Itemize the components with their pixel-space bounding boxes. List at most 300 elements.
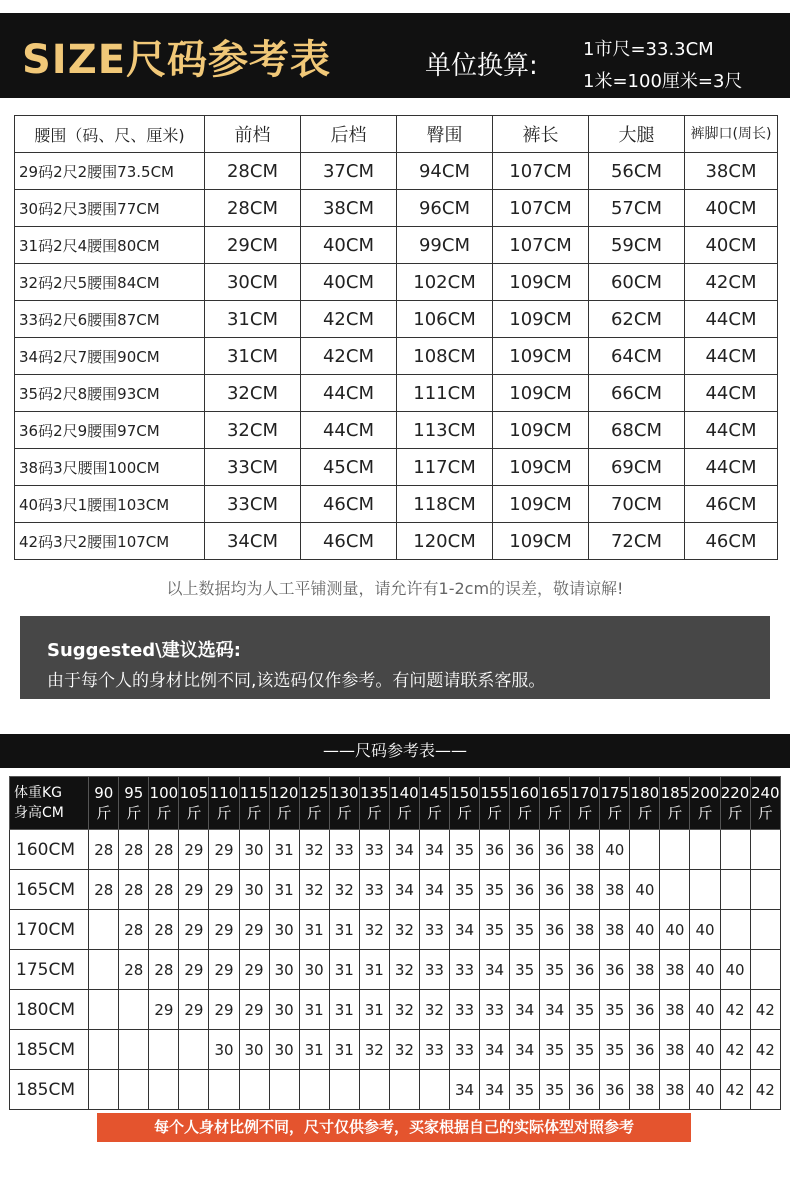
size-cell: 31 (329, 990, 359, 1030)
table-row (15, 338, 778, 375)
measurement-cell: 109CM (493, 338, 589, 375)
size-cell: 33 (449, 990, 479, 1030)
measurement-cell: 69CM (589, 449, 685, 486)
weight-value: 180 (630, 784, 660, 802)
size-cell: 33 (449, 950, 479, 990)
size-cell: 35 (570, 990, 600, 1030)
size-cell (209, 1070, 239, 1110)
weight-unit: 斤 (96, 804, 112, 822)
weight-header-cell (510, 777, 540, 830)
size-cell: 36 (540, 830, 570, 870)
size-cell: 32 (299, 830, 329, 870)
unit-conversion-label: 单位换算: (425, 51, 538, 81)
size-cell: 28 (149, 830, 179, 870)
size-cell (89, 1030, 119, 1070)
weight-value: 185 (660, 784, 690, 802)
weight-header-cell (660, 777, 690, 830)
size-cell: 36 (570, 1070, 600, 1110)
measurement-cell: 44CM (685, 375, 778, 412)
measurement-cell: 31CM (205, 301, 301, 338)
weight-unit: 斤 (757, 804, 773, 822)
size-cell: 32 (389, 950, 419, 990)
size-cell: 33 (359, 870, 389, 910)
weight-value: 135 (359, 784, 389, 802)
measurement-cell: 70CM (589, 486, 685, 523)
size-cell: 31 (269, 870, 299, 910)
height-cell: 180CM (10, 990, 89, 1030)
size-cell: 34 (449, 1070, 479, 1110)
column-header-thigh: 大腿 (589, 116, 685, 153)
size-cell (89, 950, 119, 990)
header-banner (0, 13, 790, 98)
height-cell: 170CM (10, 910, 89, 950)
weight-value: 110 (209, 784, 239, 802)
reference-row (10, 1030, 781, 1070)
measurement-cell: 33CM (205, 486, 301, 523)
size-cell (690, 870, 720, 910)
measurement-cell: 40CM (301, 227, 397, 264)
weight-unit: 斤 (426, 804, 442, 822)
size-cell: 28 (89, 870, 119, 910)
size-cell (630, 830, 660, 870)
size-cell: 38 (570, 830, 600, 870)
measurement-cell: 34CM (205, 523, 301, 560)
measurement-cell: 108CM (397, 338, 493, 375)
size-cell: 36 (600, 1070, 630, 1110)
size-cell: 38 (660, 1030, 690, 1070)
measurement-cell: 44CM (301, 412, 397, 449)
weight-value: 95 (124, 784, 144, 802)
size-cell: 34 (419, 870, 449, 910)
size-cell: 40 (600, 830, 630, 870)
measurement-cell: 66CM (589, 375, 685, 412)
height-cell: 175CM (10, 950, 89, 990)
size-cell: 29 (179, 910, 209, 950)
size-cell: 35 (449, 870, 479, 910)
size-cell: 32 (329, 870, 359, 910)
weight-unit: 斤 (547, 804, 563, 822)
size-cell (690, 830, 720, 870)
size-cell: 36 (630, 1030, 660, 1070)
size-cell: 28 (119, 910, 149, 950)
size-cell: 29 (179, 830, 209, 870)
weight-header-cell (149, 777, 179, 830)
measurement-cell: 68CM (589, 412, 685, 449)
weight-unit: 斤 (577, 804, 593, 822)
measurement-cell: 44CM (685, 449, 778, 486)
size-cell (149, 1070, 179, 1110)
size-cell: 32 (389, 910, 419, 950)
weight-value: 100 (149, 784, 179, 802)
reference-title-bar: ——尺码参考表—— (0, 734, 790, 768)
size-cell: 36 (480, 830, 510, 870)
measurement-cell: 31CM (205, 338, 301, 375)
weight-value: 155 (480, 784, 509, 802)
size-cell: 30 (269, 1030, 299, 1070)
size-cell (419, 1070, 449, 1110)
weight-unit: 斤 (126, 804, 142, 822)
size-chart-table (14, 115, 778, 560)
size-cell: 35 (540, 950, 570, 990)
size-cell: 30 (239, 870, 269, 910)
size-cell: 31 (299, 1030, 329, 1070)
size-cell: 30 (209, 1030, 239, 1070)
weight-unit: 斤 (517, 804, 533, 822)
waist-size-cell: 30码2尺3腰围77CM (15, 190, 205, 227)
size-cell (750, 910, 780, 950)
measurement-cell: 99CM (397, 227, 493, 264)
measurement-cell: 109CM (493, 375, 589, 412)
size-cell: 30 (269, 910, 299, 950)
size-cell: 38 (630, 1070, 660, 1110)
size-cell: 31 (359, 950, 389, 990)
weight-header-cell (750, 777, 780, 830)
size-cell: 40 (690, 910, 720, 950)
size-cell: 31 (299, 990, 329, 1030)
size-cell: 28 (89, 830, 119, 870)
measurement-cell: 109CM (493, 412, 589, 449)
waist-size-cell: 35码2尺8腰围93CM (15, 375, 205, 412)
size-cell (149, 1030, 179, 1070)
measurement-cell: 117CM (397, 449, 493, 486)
height-cell: 185CM (10, 1070, 89, 1110)
measurement-cell: 109CM (493, 523, 589, 560)
size-cell: 30 (269, 990, 299, 1030)
size-cell: 29 (239, 990, 269, 1030)
footer-banner: 每个人身材比例不同，尺寸仅供参考，买家根据自己的实际体型对照参考 (97, 1113, 691, 1142)
size-cell: 29 (239, 950, 269, 990)
weight-unit: 斤 (727, 804, 743, 822)
size-cell: 31 (329, 910, 359, 950)
size-cell (359, 1070, 389, 1110)
size-cell: 32 (389, 990, 419, 1030)
measurement-cell: 94CM (397, 153, 493, 190)
column-header-leg-opening: 裤脚口(周长) (685, 116, 778, 153)
weight-value: 160 (510, 784, 539, 802)
measurement-cell: 40CM (685, 190, 778, 227)
size-cell: 35 (570, 1030, 600, 1070)
table-row (15, 449, 778, 486)
weight-unit: 斤 (156, 804, 172, 822)
measurement-cell: 56CM (589, 153, 685, 190)
weight-header-cell (269, 777, 299, 830)
column-header-front-rise: 前档 (205, 116, 301, 153)
size-cell: 35 (510, 1070, 540, 1110)
size-cell: 32 (419, 990, 449, 1030)
weight-unit: 斤 (306, 804, 322, 822)
size-cell: 38 (600, 910, 630, 950)
size-cell (750, 950, 780, 990)
size-cell: 29 (179, 950, 209, 990)
weight-header-cell (119, 777, 149, 830)
weight-value: 120 (269, 784, 299, 802)
size-cell (89, 910, 119, 950)
size-cell: 40 (630, 870, 660, 910)
size-cell (299, 1070, 329, 1110)
size-cell: 35 (480, 910, 510, 950)
size-cell: 31 (359, 990, 389, 1030)
size-cell: 34 (389, 870, 419, 910)
size-cell: 34 (480, 1030, 510, 1070)
measurement-cell: 109CM (493, 486, 589, 523)
weight-unit: 斤 (607, 804, 623, 822)
table-row (15, 264, 778, 301)
corner-label (10, 777, 89, 830)
measurement-cell: 32CM (205, 412, 301, 449)
table-row (15, 412, 778, 449)
weight-unit: 斤 (186, 804, 202, 822)
weight-value: 175 (600, 784, 630, 802)
size-cell (750, 870, 780, 910)
waist-size-cell: 34码2尺7腰围90CM (15, 338, 205, 375)
size-cell (119, 1070, 149, 1110)
size-cell: 31 (269, 830, 299, 870)
weight-header-cell (209, 777, 239, 830)
size-cell: 34 (510, 990, 540, 1030)
size-cell (660, 870, 690, 910)
measurement-cell: 40CM (685, 227, 778, 264)
height-cell: 160CM (10, 830, 89, 870)
size-cell: 36 (510, 830, 540, 870)
height-cell: 185CM (10, 1030, 89, 1070)
size-cell: 34 (419, 830, 449, 870)
size-cell (119, 990, 149, 1030)
weight-header-cell (359, 777, 389, 830)
measurement-cell: 59CM (589, 227, 685, 264)
weight-value: 220 (720, 784, 750, 802)
weight-value: 200 (690, 784, 720, 802)
measurement-cell: 120CM (397, 523, 493, 560)
weight-axis-label: 体重KG (14, 785, 63, 801)
size-cell: 32 (389, 1030, 419, 1070)
size-cell (750, 830, 780, 870)
measurement-cell: 28CM (205, 190, 301, 227)
size-cell (239, 1070, 269, 1110)
size-cell: 40 (720, 950, 750, 990)
size-cell: 36 (600, 950, 630, 990)
weight-value: 165 (540, 784, 569, 802)
size-cell: 35 (510, 910, 540, 950)
weight-value: 170 (570, 784, 600, 802)
weight-header-cell (600, 777, 630, 830)
weight-header-cell (630, 777, 660, 830)
measurement-cell: 111CM (397, 375, 493, 412)
weight-header-cell (690, 777, 720, 830)
size-cell: 35 (480, 870, 510, 910)
column-header-length: 裤长 (493, 116, 589, 153)
measurement-cell: 42CM (685, 264, 778, 301)
weight-header-cell (89, 777, 119, 830)
size-cell: 35 (510, 950, 540, 990)
size-cell: 34 (480, 950, 510, 990)
measurement-cell: 107CM (493, 153, 589, 190)
measurement-cell: 106CM (397, 301, 493, 338)
table-row (15, 486, 778, 523)
size-cell: 31 (329, 950, 359, 990)
waist-size-cell: 36码2尺9腰围97CM (15, 412, 205, 449)
waist-size-cell: 33码2尺6腰围87CM (15, 301, 205, 338)
weight-header-cell (419, 777, 449, 830)
height-axis-label: 身高CM (14, 805, 64, 821)
weight-unit: 斤 (456, 804, 472, 822)
size-cell: 36 (540, 870, 570, 910)
weight-unit: 斤 (366, 804, 382, 822)
page-title: SIZE尺码参考表 (22, 37, 332, 83)
size-cell: 33 (419, 910, 449, 950)
size-cell (660, 830, 690, 870)
suggestion-title: Suggested\建议选码: (47, 640, 241, 661)
size-reference-table (9, 776, 781, 1110)
weight-unit: 斤 (246, 804, 262, 822)
weight-value: 145 (420, 784, 449, 802)
size-cell: 34 (510, 1030, 540, 1070)
size-chart-header-row (15, 116, 778, 153)
size-cell: 33 (480, 990, 510, 1030)
weight-header-cell (570, 777, 600, 830)
size-cell: 30 (239, 830, 269, 870)
measurement-cell: 64CM (589, 338, 685, 375)
measurement-cell: 107CM (493, 227, 589, 264)
size-cell: 35 (540, 1030, 570, 1070)
size-cell: 31 (299, 910, 329, 950)
size-cell: 38 (570, 910, 600, 950)
table-row (15, 301, 778, 338)
measurement-cell: 37CM (301, 153, 397, 190)
size-cell: 40 (690, 990, 720, 1030)
size-cell: 30 (269, 950, 299, 990)
size-cell: 34 (389, 830, 419, 870)
size-cell: 42 (720, 990, 750, 1030)
measurement-cell: 38CM (301, 190, 397, 227)
weight-value: 90 (94, 784, 114, 802)
waist-size-cell: 42码3尺2腰围107CM (15, 523, 205, 560)
measurement-cell: 45CM (301, 449, 397, 486)
weight-header-cell (480, 777, 510, 830)
size-cell: 35 (540, 1070, 570, 1110)
weight-unit: 斤 (396, 804, 412, 822)
weight-header-cell (540, 777, 570, 830)
measurement-cell: 38CM (685, 153, 778, 190)
size-cell: 40 (690, 950, 720, 990)
table-row (15, 375, 778, 412)
weight-unit: 斤 (637, 804, 653, 822)
measurement-cell: 57CM (589, 190, 685, 227)
size-cell: 34 (540, 990, 570, 1030)
size-cell: 34 (449, 910, 479, 950)
size-cell: 42 (750, 1030, 780, 1070)
size-cell: 40 (630, 910, 660, 950)
measurement-cell: 46CM (685, 523, 778, 560)
waist-size-cell: 38码3尺腰围100CM (15, 449, 205, 486)
weight-unit: 斤 (667, 804, 683, 822)
measurement-cell: 33CM (205, 449, 301, 486)
measurement-cell: 46CM (301, 523, 397, 560)
weight-value: 130 (329, 784, 359, 802)
size-cell: 30 (239, 1030, 269, 1070)
suggestion-box (20, 616, 770, 699)
weight-unit: 斤 (697, 804, 713, 822)
size-cell (179, 1070, 209, 1110)
size-cell: 33 (359, 830, 389, 870)
size-cell (269, 1070, 299, 1110)
table-row (15, 523, 778, 560)
size-cell: 29 (149, 990, 179, 1030)
measurement-cell: 29CM (205, 227, 301, 264)
waist-size-cell: 32码2尺5腰围84CM (15, 264, 205, 301)
suggestion-body: 由于每个人的身材比例不同,该选码仅作参考。有问题请联系客服。 (47, 671, 546, 691)
measurement-cell: 102CM (397, 264, 493, 301)
weight-value: 240 (750, 784, 780, 802)
measurement-cell: 109CM (493, 301, 589, 338)
size-cell: 29 (209, 870, 239, 910)
weight-header-cell (449, 777, 479, 830)
size-cell: 38 (630, 950, 660, 990)
weight-value: 125 (299, 784, 329, 802)
size-cell: 34 (480, 1070, 510, 1110)
size-cell: 42 (750, 1070, 780, 1110)
size-cell: 42 (720, 1070, 750, 1110)
weight-unit: 斤 (487, 804, 503, 822)
weight-value: 115 (239, 784, 269, 802)
reference-row (10, 950, 781, 990)
table-row (15, 227, 778, 264)
table-row (15, 153, 778, 190)
unit-conversion-line-2: 1米=100厘米=3尺 (583, 71, 743, 92)
weight-header-cell (389, 777, 419, 830)
table-row (15, 190, 778, 227)
weight-header-cell (299, 777, 329, 830)
size-cell: 33 (419, 1030, 449, 1070)
size-cell: 38 (660, 1070, 690, 1110)
measurement-note: 以上数据均为人工平铺测量，请允许有1-2cm的误差，敬请谅解! (166, 579, 624, 598)
size-cell (89, 990, 119, 1030)
size-cell (179, 1030, 209, 1070)
size-cell: 29 (209, 910, 239, 950)
measurement-cell: 62CM (589, 301, 685, 338)
size-cell: 29 (179, 990, 209, 1030)
height-cell: 165CM (10, 870, 89, 910)
measurement-cell: 46CM (685, 486, 778, 523)
weight-header-cell (720, 777, 750, 830)
reference-row (10, 990, 781, 1030)
measurement-cell: 28CM (205, 153, 301, 190)
size-cell: 29 (239, 910, 269, 950)
weight-header-cell (329, 777, 359, 830)
weight-unit: 斤 (276, 804, 292, 822)
reference-row (10, 1070, 781, 1110)
size-cell: 40 (690, 1070, 720, 1110)
size-cell: 31 (329, 1030, 359, 1070)
reference-row (10, 830, 781, 870)
weight-header-cell (239, 777, 269, 830)
reference-row (10, 870, 781, 910)
measurement-cell: 44CM (685, 412, 778, 449)
size-cell: 32 (359, 1030, 389, 1070)
column-header-hip: 臀围 (397, 116, 493, 153)
size-cell: 33 (449, 1030, 479, 1070)
measurement-cell: 32CM (205, 375, 301, 412)
size-cell: 38 (660, 950, 690, 990)
weight-unit: 斤 (336, 804, 352, 822)
measurement-cell: 72CM (589, 523, 685, 560)
size-cell (720, 870, 750, 910)
unit-conversion-line-1: 1市尺=33.3CM (583, 39, 714, 60)
waist-size-cell: 40码3尺1腰围103CM (15, 486, 205, 523)
measurement-cell: 40CM (301, 264, 397, 301)
measurement-cell: 113CM (397, 412, 493, 449)
size-cell: 28 (119, 870, 149, 910)
measurement-cell: 118CM (397, 486, 493, 523)
